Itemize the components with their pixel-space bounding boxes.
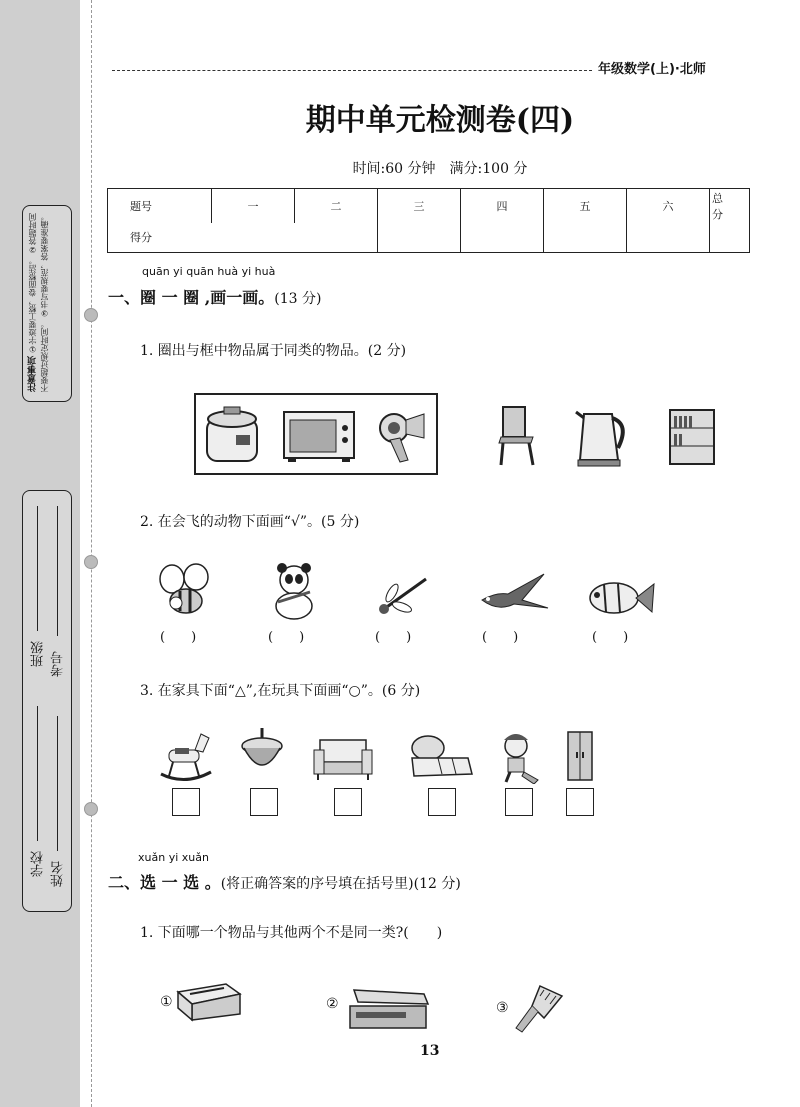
notice-box <box>22 205 72 402</box>
bee-icon <box>158 563 212 619</box>
question-1-2: 2. 在会飞的动物下面画“√”。(5 分) <box>140 514 360 530</box>
score-row-label: 得分 <box>108 223 378 252</box>
time-info: 时间:60 分钟 满分:100 分 <box>352 161 528 177</box>
answer-box-wardrobe[interactable] <box>566 788 594 816</box>
score-header-cell: 题号 <box>108 189 212 224</box>
score-header-cell: 五 <box>544 189 627 224</box>
crib-icon <box>408 734 474 782</box>
class-label: 班级 <box>31 641 46 667</box>
notice-line: ②答题时间不要超过规定时间。 <box>28 212 49 392</box>
option-3-label[interactable]: ③ <box>496 1000 509 1016</box>
question-1-3: 3. 在家具下面“△”,在玩具下面画“○”。(6 分) <box>140 683 421 699</box>
section1-heading <box>108 285 322 308</box>
exam-no-write-line[interactable] <box>57 506 58 636</box>
bookshelf-icon <box>668 408 718 466</box>
running-title: 年级数学(上)·北师 <box>598 62 706 77</box>
score-header-cell: 六 <box>627 189 710 224</box>
score-header-cell: 四 <box>461 189 544 224</box>
section2-heading-text: 二、选 一 选 。 <box>108 873 221 892</box>
notice-text <box>27 212 50 392</box>
pencil-case-icon <box>344 988 432 1032</box>
rocking-horse-icon <box>155 728 215 782</box>
rice-cooker-icon <box>202 405 264 465</box>
score-cell[interactable] <box>461 223 544 252</box>
option-1-label[interactable]: ① <box>160 994 173 1010</box>
section1-points: (13 分) <box>274 291 322 307</box>
question-1-1: 1. 圈出与框中物品属于同类的物品。(2 分) <box>140 343 407 359</box>
name-write-line[interactable] <box>57 716 58 851</box>
dragonfly-icon <box>376 573 432 617</box>
punch-hole <box>84 308 98 322</box>
section1-heading-text: 一、圈 一 圈 ,画一画。 <box>108 288 275 307</box>
section2-heading <box>108 870 461 893</box>
score-cell[interactable] <box>710 223 750 252</box>
pencil-box-icon <box>176 978 242 1022</box>
score-header-cell: 三 <box>378 189 461 224</box>
score-cell[interactable] <box>378 223 461 252</box>
school-write-line[interactable] <box>37 706 38 841</box>
answer-paren-dragonfly[interactable]: ( ) <box>375 630 412 645</box>
doll-icon <box>494 732 542 784</box>
exam-no-label: 考号 <box>51 651 66 677</box>
kettle-icon <box>574 404 632 468</box>
punch-hole <box>84 555 98 569</box>
answer-paren-bee[interactable]: ( ) <box>160 630 197 645</box>
answer-paren-panda[interactable]: ( ) <box>268 630 305 645</box>
page-number: 13 <box>420 1043 440 1059</box>
answer-box-rocking-horse[interactable] <box>172 788 200 816</box>
score-table <box>107 188 750 253</box>
fish-icon <box>586 576 656 618</box>
wardrobe-icon <box>565 730 595 782</box>
section2-points: (将正确答案的序号填在括号里)(12 分) <box>220 876 461 892</box>
comb-icon <box>512 984 564 1034</box>
answer-box-spinning-top[interactable] <box>250 788 278 816</box>
answer-paren-fish[interactable]: ( ) <box>592 630 629 645</box>
name-label: 姓名 <box>51 861 66 887</box>
answer-box-sofa[interactable] <box>334 788 362 816</box>
page-title: 期中单元检测卷(四) <box>305 103 575 138</box>
answer-paren-swallow[interactable]: ( ) <box>482 630 519 645</box>
panda-icon <box>268 562 322 620</box>
notice-line: ③书写要规范，答案要准确。 <box>40 212 49 318</box>
school-label: 学校 <box>31 851 46 877</box>
answer-box-crib[interactable] <box>428 788 456 816</box>
score-cell[interactable] <box>544 223 627 252</box>
hair-dryer-icon <box>376 408 428 466</box>
student-info-box <box>22 490 72 912</box>
header-dash-line <box>112 70 592 71</box>
punch-hole <box>84 802 98 816</box>
notice-title: 注意事项 <box>28 356 38 392</box>
spinning-top-icon <box>240 726 284 782</box>
swallow-icon <box>478 570 550 616</box>
section2-pinyin: xuǎn yi xuǎn <box>138 851 209 864</box>
question-2-1: 1. 下面哪一个物品与其他两个不是同一类?( ) <box>140 925 443 941</box>
microwave-icon <box>282 408 356 463</box>
section1-pinyin: quān yi quān huà yi huà <box>142 265 276 278</box>
class-write-line[interactable] <box>37 506 38 631</box>
answer-box-doll[interactable] <box>505 788 533 816</box>
score-header-cell: 总分 <box>710 189 750 224</box>
score-header-cell: 二 <box>295 189 378 224</box>
score-header-cell: 一 <box>212 189 295 224</box>
option-2-label[interactable]: ② <box>326 996 339 1012</box>
chair-icon <box>495 405 540 467</box>
notice-line: ①字迹要工整，卷面整洁。 <box>28 256 37 354</box>
sofa-icon <box>312 736 374 782</box>
score-cell[interactable] <box>627 223 710 252</box>
